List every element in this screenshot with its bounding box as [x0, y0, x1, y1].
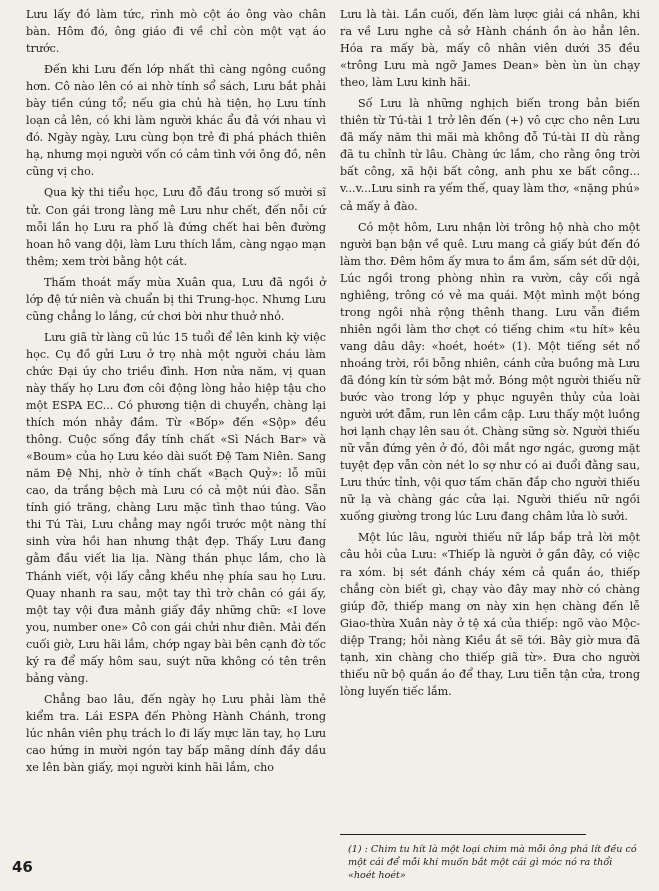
footnote-divider: [340, 834, 586, 835]
left-column: [26, 6, 326, 780]
paragraph: Chẳng bao lâu, đến ngày họ Lưu phải làm thẻ kiểm tra. Lái ESPA đến Phòng Hành Chánh, trong lúc nhân viên phụ trách lo đi lấy mực lăn tay, họ Lưu cao hứng in mười ngón tay bấp mãng dính đầy dầu xe lên bàn giấy, mọi người kinh hãi lắm, cho: [26, 692, 326, 775]
paragraph: Đến khi Lưu đến lớp nhất thì càng ngông cuồng hơn. Cô nào lên có ai nhờ tính sổ sách, Lưu bắt phải bày tiền cúng tổ; nếu gia chủ hà tiện, họ Lưu tính loạn cả lên, có khi làm người khác ẩu đả với nhau vì đó. Ngày ngày, Lưu cùng bọn trẻ đi phá phách thiên hạ, nhưng mọi người vốn có cảm tình với ông đồ, nên cũng vị cho.: [26, 63, 326, 179]
footnote: (1) : Chim tu hít là một loại chim mà mỗi ông phá lít đều có một cái để mỗi khi muốn bắt một cái gì móc nó ra thổi «hoét hoét»: [348, 844, 637, 881]
paragraph: Có một hôm, Lưu nhận lời trông hộ nhà cho một người bạn bận về quê. Lưu mang cả giấy bút đến đó làm thơ. Đêm hôm ấy mưa to ầm ầm, sấm sét dữ dội, Lúc ngồi trong phòng nhìn ra vườn, cây cối ngả nghiêng, trông có vẻ ma quái. Một mình một bóng trong ngôi nhà rộng thênh thang. Lưu vẫn điềm nhiên ngồi làm thơ chợt có tiếng chim «tu hít» kêu vang dâu dây: «hoét, hoét» (1). Một tiếng sét nổ nhoáng trời, rồi bỗng nhiên, cánh cửa buồng mà Lưu đã đóng kín từ sớm bật mở. Bóng một người thiếu nữ bước vào trong lớp y phục nguyên thủy của loài người ướt đẫm, run lên cầm cập. Lưu thấy một luồng hơi lạnh chạy lên sau ót. Chàng sững sờ. Người thiếu nữ vẫn đứng yên ở đó, đôi mắt ngơ ngác, gương mặt tuyệt đẹp vẫn còn nét lo sợ như có ai đuổi đằng sau, Lưu thức tỉnh, vội quơ tấm chăn đắp cho người thiếu nữ lạ và chàng gác cửa lại. Người thiếu nữ ngồi xuống giường trong lúc Lưu đang châm lửa lò sưởi.: [340, 220, 640, 524]
paragraph: Một lúc lâu, người thiếu nữ lắp bắp trả lời một câu hỏi của Lưu: «Thiếp là người ở gần đây, có việc ra xóm. bị sét đánh cháy xém cả quần áo, thiếp chẳng còn biết gì, chạy vào đây may nhờ có chàng giúp đỡ, thiếp mang ơn này xin hẹn chàng đến lễ Giao-thừa Xuân này ở tệ xá của thiếp: ngõ vào Mộc-diệp Trang; hỏi nàng Kiều ắt sẽ tới. Bây giờ mưa đã tạnh, xin chàng cho thiếp giã từ». Đưa cho người thiếu nữ bộ quần áo để thay, Lưu tiễn tận cửa, trong lòng luyến tiếc lắm.: [340, 531, 640, 698]
paragraph: Thấm thoát mấy mùa Xuân qua, Lưu đã ngồi ở lớp đệ tứ niên và chuẩn bị thi Trung-học. Nhưng Lưu cũng chẳng lo lắng, cứ chơi bời như thuở nhỏ.: [26, 275, 326, 323]
right-column: [340, 6, 640, 704]
paragraph: Lưu lấy đó làm tức, rình mò cột áo ông vào chân bàn. Hôm đó, ông giáo đi về chỉ còn một vạt áo trước.: [26, 8, 326, 56]
paragraph: Qua kỳ thi tiểu học, Lưu đỗ đầu trong số mười sĩ tử. Con gái trong làng mê Lưu như chết, đến nỗi cứ mỗi lần họ Lưu ra phố là đứng chết hai bên đường hoan hô vang dội, làm Lưu thích lắm, càng ngạo mạn thêm; xem trời bằng hột cát.: [26, 186, 326, 268]
paragraph: Số Lưu là những nghịch biến trong bản biến thiên từ Tú-tài 1 trở lên đến (+) vô cực cho nên Lưu đã mấy năm thi mãi mà không đỗ Tú-tài II dù rằng đã tu chỉnh từ lâu. Chàng ức lắm, cho rằng ông trời bất công, xã hội bất công, anh phu xe bất công... v...v...Lưu sinh ra yếm thế, quay làm thơ, «nặng phú» cả mấy ả đào.: [340, 97, 640, 213]
paragraph: Lưu là tài. Lần cuối, đến làm lược giải cá nhân, khi ra về Lưu nghe cả sở Hành chánh ồn ào hẳn lên. Hóa ra mấy bà, mấy cô nhân viên dưới 35 đều «trông Lưu mà ngỡ James Dean» bèn ùn ùn chạy theo, làm Lưu kinh hãi.: [340, 8, 640, 90]
paragraph: Lưu giã từ làng cũ lúc 15 tuổi để lên kinh kỳ việc học. Cụ đồ gửi Lưu ở trọ nhà một người cháu làm chức Đại úy cho triều đình. Hơn nửa năm, vị quan này thấy họ Lưu đơn côi động lòng hảo hiệp tậu cho một ESPA EC... Có phương tiện di chuyển, chàng lại thích món nhảy đầm. Từ «Bốp» đến «Sộp» đều thông. Cuộc sống đầy tính chất «Sì Nách Bar» và «Boum» của họ Lưu kéo dài suốt Đệ Tam Niên. Sang năm Đệ Nhị, nhờ ở tính chất «Bạch Quỷ»: lỗ mũi cao, da trắng bệch mà Lưu có cả một núi đào. Sẵn tính gió trăng, chàng Lưu mặc tình thao túng. Vào thi Tú Tài, Lưu chẳng may ngồi trước một nàng thí sinh vừa hồi han nhưng thật đẹp. Thấy Lưu đang gằm đầu viết lia lịa. Nàng thán phục lắm, cho là Thánh viết, vội lấy cẳng khều nhẹ phía sau họ Lưu. Quay nhanh ra sau, một tay thì trờ chân có gái ấy, một tay vội đưa mảnh giấy đầy những chữ: «I love you, number one» Cô con gái chửi như điên. Mải đến cuối giờ, Lưu hãi lắm, chớp ngay bài bên cạnh đờ tốc ký ra để mấy hôm sau, suýt nữa không có tên trên bảng vàng.: [26, 330, 326, 685]
page-number: 46: [12, 858, 33, 876]
